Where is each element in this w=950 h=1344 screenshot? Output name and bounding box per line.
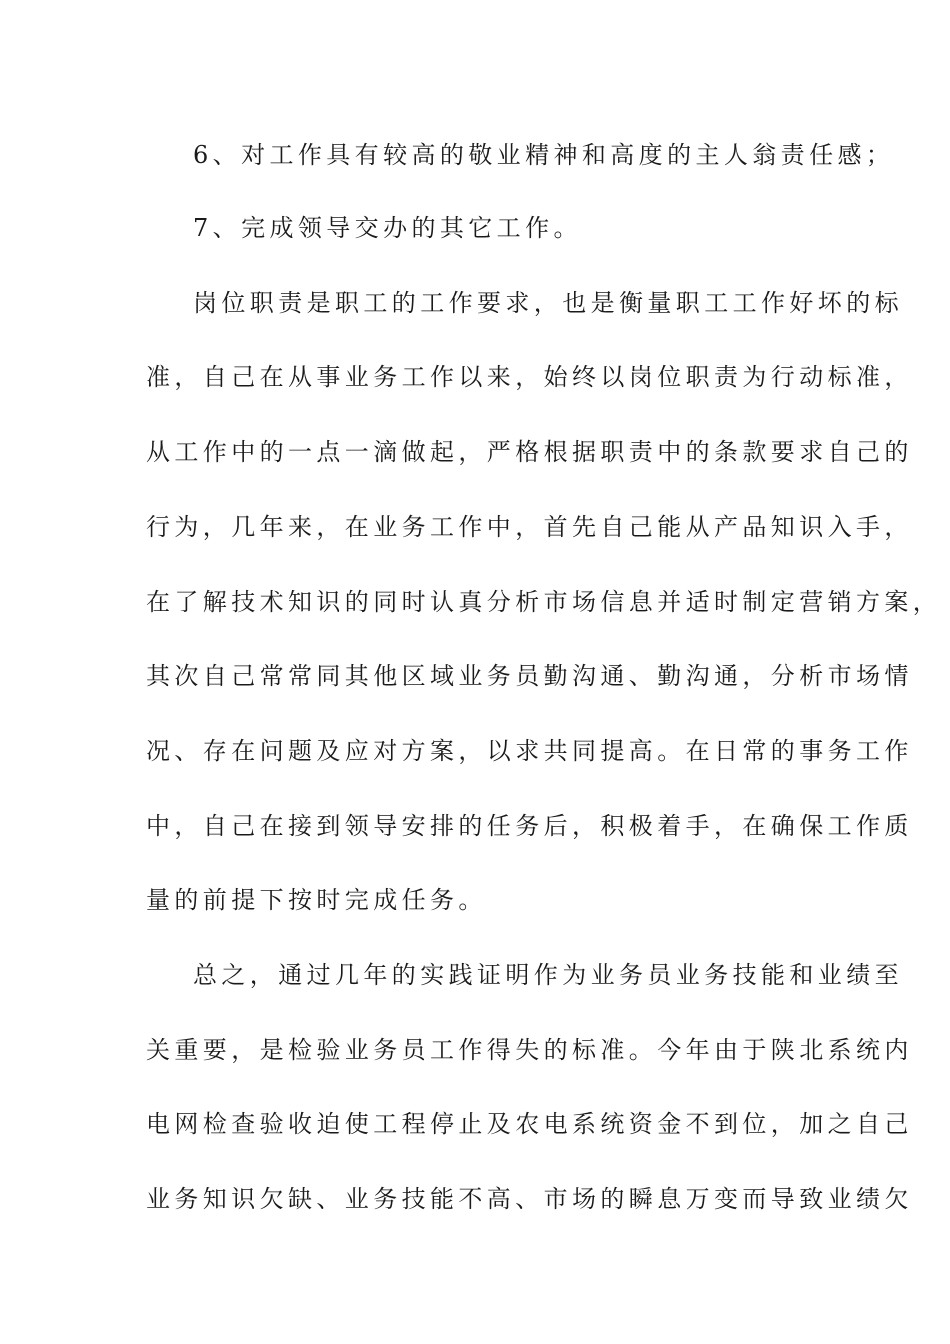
- paragraph-line: 况、存在问题及应对方案，以求共同提高。在日常的事务工作: [146, 737, 913, 765]
- paragraph-line: 总之，通过几年的实践证明作为业务员业务技能和业绩至: [193, 961, 903, 989]
- paragraph-line: 行为，几年来，在业务工作中，首先自己能从产品知识入手，: [146, 513, 913, 541]
- paragraph-line: 中，自己在接到领导安排的任务后，积极着手，在确保工作质: [146, 812, 913, 840]
- list-item-6: 6、对工作具有较高的敬业精神和高度的主人翁责任感；: [193, 141, 895, 169]
- paragraph-line: 从工作中的一点一滴做起，严格根据职责中的条款要求自己的: [146, 438, 913, 466]
- list-item-7: 7、完成领导交办的其它工作。: [193, 214, 582, 242]
- paragraph-line: 准，自己在从事业务工作以来，始终以岗位职责为行动标准，: [146, 363, 913, 391]
- paragraph-line: 其次自己常常同其他区域业务员勤沟通、勤沟通，分析市场情: [146, 662, 913, 690]
- paragraph-line: 关重要，是检验业务员工作得失的标准。今年由于陕北系统内: [146, 1036, 913, 1064]
- paragraph-line: 量的前提下按时完成任务。: [146, 886, 487, 914]
- paragraph-line: 电网检查验收迫使工程停止及农电系统资金不到位，加之自己: [146, 1110, 913, 1138]
- paragraph-line: 业务知识欠缺、业务技能不高、市场的瞬息万变而导致业绩欠: [146, 1185, 913, 1213]
- paragraph-line: 在了解技术知识的同时认真分析市场信息并适时制定营销方案，: [146, 588, 942, 616]
- paragraph-line: 岗位职责是职工的工作要求，也是衡量职工工作好坏的标: [193, 289, 903, 317]
